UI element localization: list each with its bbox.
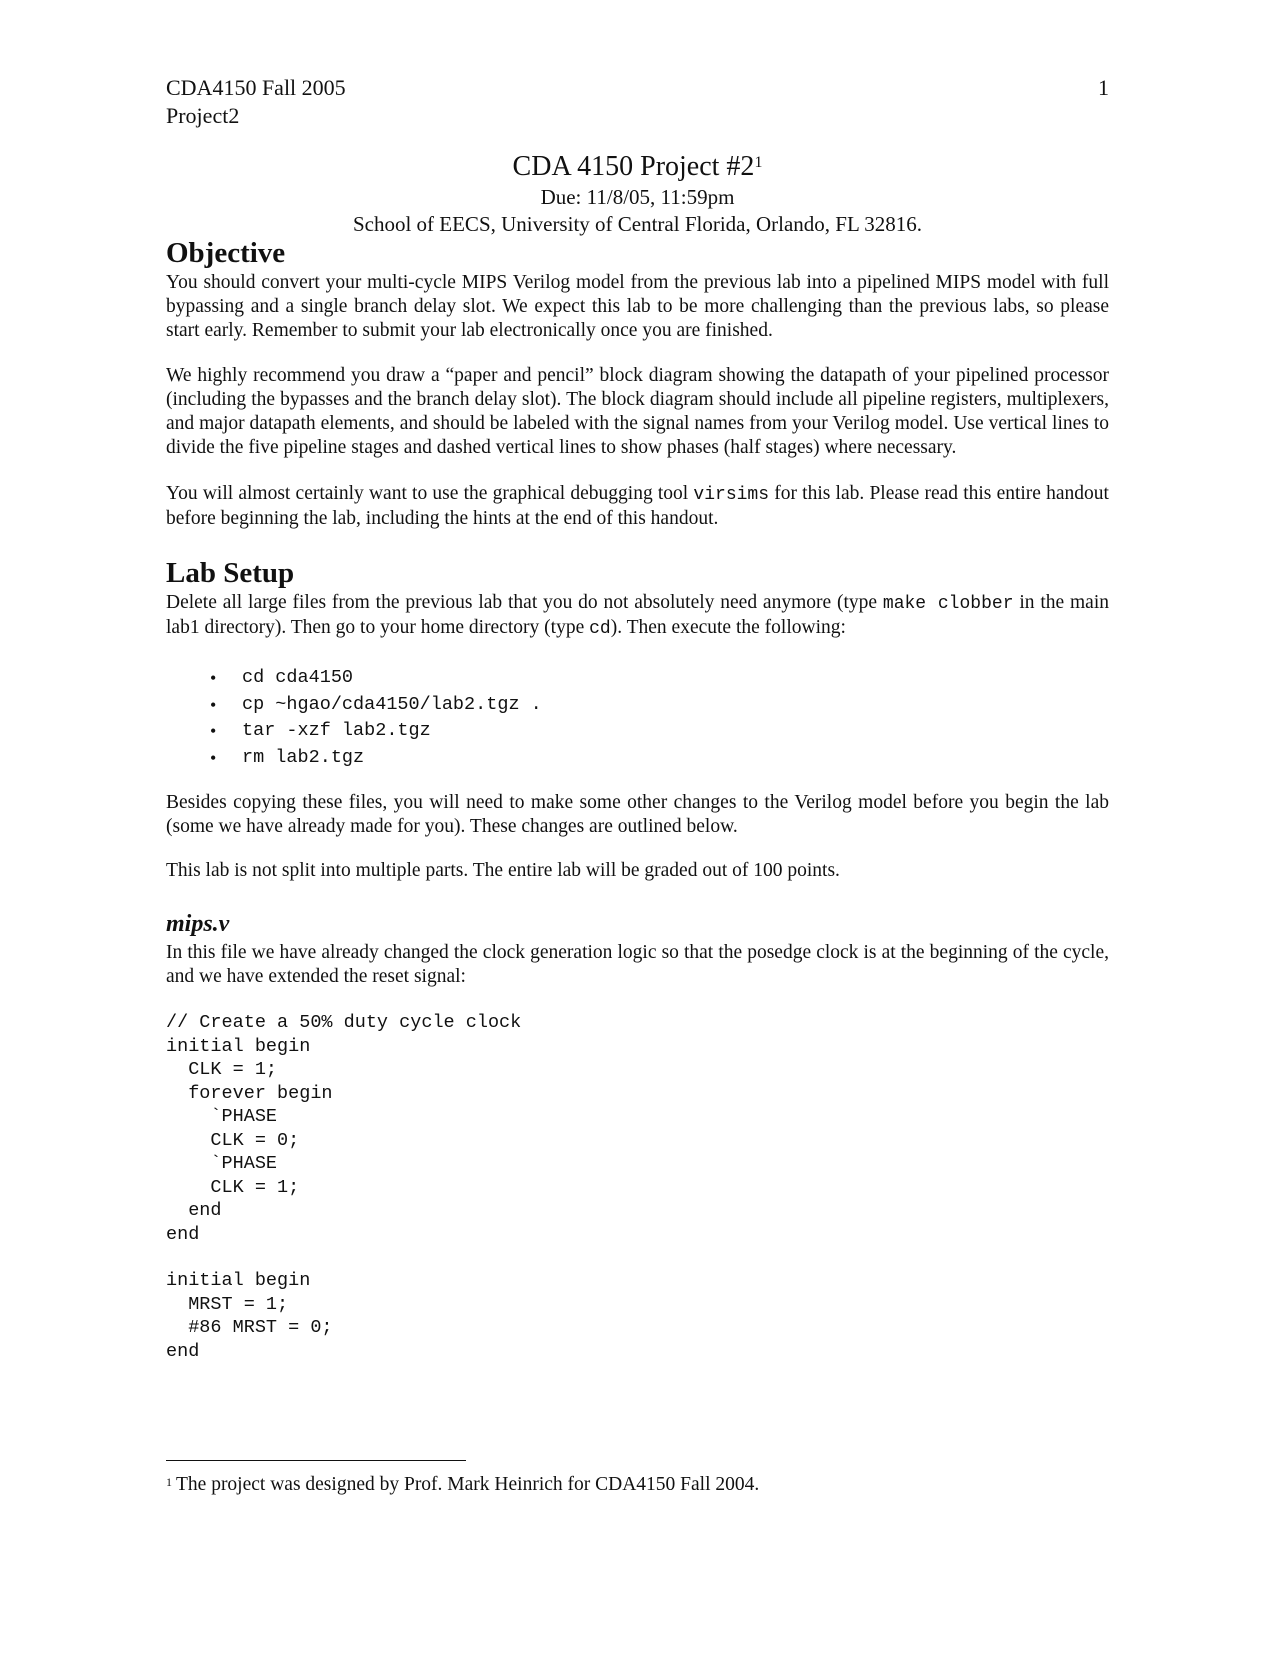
list-item bbox=[166, 665, 1109, 692]
command-text: tar -xzf lab2.tgz bbox=[242, 720, 431, 741]
footnote-mark: 1 bbox=[166, 1475, 172, 1489]
objective-p3-text-a: You will almost certainly want to use the graphical debugging tool bbox=[166, 483, 694, 504]
project-label: Project2 bbox=[166, 103, 240, 128]
list-item bbox=[166, 692, 1109, 719]
bullet-icon: • bbox=[210, 694, 217, 715]
footnote-divider bbox=[166, 1460, 466, 1461]
command-text: rm lab2.tgz bbox=[242, 746, 365, 768]
school-line: School of EECS, University of Central Florida, Orlando, FL 32816. bbox=[352, 212, 923, 236]
document-body bbox=[166, 236, 1109, 1363]
course-label: CDA4150 Fall 2005 bbox=[166, 75, 346, 100]
bullet-icon: • bbox=[210, 721, 217, 741]
title-footnote-mark: 1 bbox=[754, 154, 763, 171]
running-header bbox=[166, 74, 1109, 130]
lab-setup-paragraph-2: Besides copying these files, you will need to make some other changes to the Verilog model before you begin the lab (some we have already made for you). These changes are outlined below. bbox=[166, 792, 1109, 837]
mips-v-paragraph: In this file we have already changed the clock generation logic so that the posedge clock is at the beginning of the cycle, and we have extended the reset signal: bbox=[166, 942, 1109, 987]
document-title bbox=[166, 150, 1109, 184]
command-text: cp ~hgao/cda4150/lab2.tgz . bbox=[242, 693, 542, 715]
mips-v-heading: mips.v bbox=[166, 911, 230, 937]
due-date: Due: 11/8/05, 11:59pm bbox=[540, 185, 735, 209]
lab-setup-p1-text-b: in the main lab1 directory). Then go to your home directory (type bbox=[166, 592, 1110, 638]
title-block bbox=[166, 150, 1109, 238]
lab-setup-paragraph-3: This lab is not split into multiple parts. The entire lab will be graded out of 100 points. bbox=[166, 860, 840, 881]
lab-setup-p1-text-c: ). Then execute the following: bbox=[610, 617, 846, 638]
objective-paragraph-2: We highly recommend you draw a “paper and pencil” block diagram showing the datapath of your pipelined processor (including the bypasses and the branch delay slot). The block diagram should include all pipeline registers, multiplexers, and major datapath elements, and should be labeled with the signal names from your Verilog model. Use vertical lines to divide the five pipeline stages and dashed vertical lines to show phases (half stages) where necessary. bbox=[166, 365, 1109, 458]
objective-paragraph-1: You should convert your multi-cycle MIPS Verilog model from the previous lab into a pipelined MIPS model with full bypassing and a single branch delay slot. We expect this lab to be more challenging than the previous labs, so please start early. Remember to submit your lab electronically once you are finished. bbox=[166, 272, 1109, 341]
objective-p3-text-b: for this lab. Please read this entire handout before beginning the lab, including the hints at the end of this handout. bbox=[166, 483, 1109, 529]
reset-code-block: initial begin MRST = 1; #86 MRST = 0; end bbox=[166, 1270, 333, 1362]
lab-setup-p1-text-a: Delete all large files from the previous lab that you do not absolutely need anymore (type bbox=[166, 592, 883, 613]
page-number: 1 bbox=[1098, 75, 1109, 100]
bullet-icon: • bbox=[210, 747, 217, 768]
make-clobber-code: make clobber bbox=[882, 594, 1014, 614]
command-text: cd cda4150 bbox=[242, 667, 354, 688]
list-item bbox=[166, 718, 1109, 745]
lab-setup-paragraph-1 bbox=[166, 591, 1109, 641]
footnote-text: The project was designed by Prof. Mark Heinrich for CDA4150 Fall 2004. bbox=[176, 1474, 760, 1495]
objective-paragraph-3 bbox=[166, 482, 1109, 531]
setup-command-list bbox=[166, 665, 1109, 771]
list-item bbox=[166, 745, 1109, 772]
bullet-icon: • bbox=[210, 668, 217, 688]
lab-setup-heading: Lab Setup bbox=[166, 557, 295, 589]
footnote bbox=[166, 1473, 759, 1497]
objective-heading: Objective bbox=[166, 237, 286, 269]
title-text: CDA 4150 Project #2 bbox=[512, 151, 755, 182]
cd-code: cd bbox=[589, 619, 611, 639]
virsims-code: virsims bbox=[693, 485, 770, 505]
clock-code-block: // Create a 50% duty cycle clock initial begin CLK = 1; forever begin `PHASE CLK = 0; `PHASE CLK = 1; end end bbox=[166, 1012, 522, 1245]
